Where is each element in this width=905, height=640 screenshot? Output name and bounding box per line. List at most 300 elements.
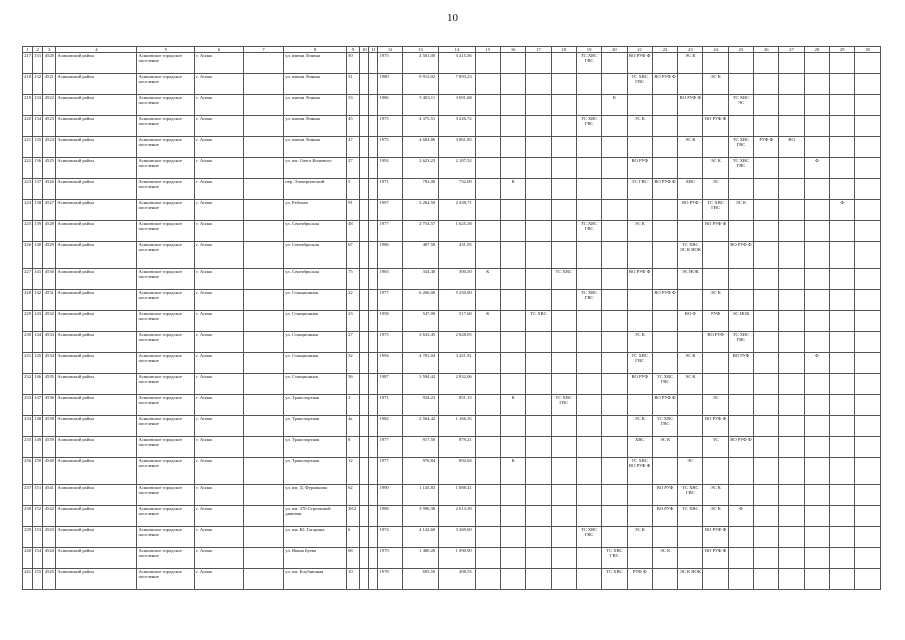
table-cell <box>243 416 284 437</box>
table-cell: г. Асино <box>195 116 244 137</box>
table-cell <box>526 527 551 548</box>
table-cell <box>703 269 728 290</box>
table-cell: 234 <box>23 416 33 437</box>
table-cell: Асиновский район <box>56 137 137 158</box>
table-cell: Ф <box>830 200 855 221</box>
table-cell <box>728 527 753 548</box>
table-cell <box>475 527 500 548</box>
table-cell: 38/2 <box>347 506 360 527</box>
table-cell <box>830 458 855 485</box>
table-cell: ТС ХВС ГВС <box>602 548 627 569</box>
table-cell: 3 421,91 <box>439 353 475 374</box>
table-cell <box>475 569 500 590</box>
table-cell <box>475 437 500 458</box>
table-cell <box>703 137 728 158</box>
table-cell: ЭС К <box>703 290 728 311</box>
table-cell <box>855 221 881 242</box>
table-cell <box>551 137 576 158</box>
table-cell <box>500 548 525 569</box>
table-cell <box>678 527 703 548</box>
table-cell: 138 <box>33 200 43 221</box>
table-cell: 2 628,05 <box>439 332 475 353</box>
column-number: 5 <box>137 47 195 53</box>
table-cell <box>602 242 627 269</box>
table-cell <box>779 221 804 242</box>
table-cell <box>830 374 855 395</box>
table-cell <box>369 53 378 74</box>
table-cell: 8 <box>347 437 360 458</box>
table-cell <box>243 95 284 116</box>
table-cell: ЭС К <box>728 200 753 221</box>
table-cell <box>855 416 881 437</box>
table-cell <box>754 74 779 95</box>
table-cell <box>754 53 779 74</box>
table-cell <box>703 53 728 74</box>
table-cell: 224 <box>23 200 33 221</box>
table-cell <box>830 311 855 332</box>
table-row <box>23 74 881 95</box>
table-cell: ЭС К <box>627 332 652 353</box>
table-cell <box>728 221 753 242</box>
table-cell: 3 415,56 <box>439 53 475 74</box>
table-cell <box>551 74 576 95</box>
table-cell <box>652 353 677 374</box>
table-cell <box>360 200 369 221</box>
table-cell <box>576 137 601 158</box>
table-cell <box>804 458 829 485</box>
table-cell <box>754 458 779 485</box>
table-cell <box>779 569 804 590</box>
table-cell <box>779 242 804 269</box>
table-cell <box>678 116 703 137</box>
table-cell <box>243 506 284 527</box>
table-cell: ВО РУФ Ф <box>652 395 677 416</box>
table-cell: ТС ГВС <box>627 179 652 200</box>
table-cell <box>804 242 829 269</box>
table-cell <box>360 290 369 311</box>
table-cell <box>500 485 525 506</box>
table-cell <box>779 527 804 548</box>
table-row <box>23 137 881 158</box>
table-cell: г. Асино <box>195 458 244 485</box>
table-cell: г. Асино <box>195 395 244 416</box>
table-cell: ЭС К <box>678 53 703 74</box>
table-cell: г. Асино <box>195 221 244 242</box>
table-cell: К <box>500 179 525 200</box>
table-cell <box>728 548 753 569</box>
table-cell: 6 <box>347 527 360 548</box>
table-cell: ул. Сентябрьская <box>284 242 347 269</box>
table-cell <box>243 311 284 332</box>
table-cell <box>830 506 855 527</box>
table-cell: ЭС К <box>652 548 677 569</box>
table-cell: Асиновское городское поселение <box>137 353 195 374</box>
table-cell <box>526 569 551 590</box>
table-cell <box>243 485 284 506</box>
column-number: 23 <box>678 47 703 53</box>
table-cell <box>830 569 855 590</box>
table-cell <box>602 116 627 137</box>
table-cell: 976,84 <box>402 458 438 485</box>
table-cell: ЭС <box>678 458 703 485</box>
table-cell: ул. Рабочая <box>284 200 347 221</box>
table-cell: 236 <box>23 458 33 485</box>
table-cell <box>754 221 779 242</box>
table-cell <box>602 527 627 548</box>
table-cell <box>360 116 369 137</box>
table-cell <box>830 527 855 548</box>
table-row <box>23 200 881 221</box>
table-cell: ТС ХВС <box>551 269 576 290</box>
table-cell: Асиновское городское поселение <box>137 395 195 416</box>
table-cell <box>804 116 829 137</box>
table-cell <box>243 395 284 416</box>
table-cell <box>500 269 525 290</box>
table-cell <box>779 485 804 506</box>
table-cell: Асиновский район <box>56 437 137 458</box>
table-cell: Асиновское городское поселение <box>137 458 195 485</box>
table-cell: Асиновское городское поселение <box>137 527 195 548</box>
table-cell: Асиновское городское поселение <box>137 116 195 137</box>
table-cell: К <box>500 458 525 485</box>
table-cell: 137 <box>33 179 43 200</box>
table-cell: 221 <box>23 137 33 158</box>
table-cell: ул. имени Ленина <box>284 137 347 158</box>
column-number: 10 <box>360 47 369 53</box>
table-row <box>23 53 881 74</box>
table-cell <box>360 158 369 179</box>
table-cell: 4 375,51 <box>402 116 438 137</box>
column-number: 21 <box>627 47 652 53</box>
table-cell: г. Асино <box>195 569 244 590</box>
table-cell <box>754 269 779 290</box>
table-cell <box>360 353 369 374</box>
page-number: 10 <box>447 12 458 24</box>
table-cell <box>475 74 500 95</box>
table-cell: 1 090,90 <box>439 548 475 569</box>
table-cell: 2 754,57 <box>402 221 438 242</box>
table-cell: 892,04 <box>439 458 475 485</box>
table-cell: 4 604,86 <box>402 137 438 158</box>
table-cell <box>360 395 369 416</box>
table-row <box>23 242 881 269</box>
table-cell <box>804 269 829 290</box>
table-cell <box>243 527 284 548</box>
table-cell <box>551 353 576 374</box>
table-cell <box>500 311 525 332</box>
table-cell: 1971 <box>378 395 402 416</box>
table-cell: 4 142,60 <box>402 527 438 548</box>
table-cell <box>243 290 284 311</box>
table-cell: 52 <box>347 353 360 374</box>
table-cell: ЭС К <box>678 137 703 158</box>
table-cell: 1990 <box>378 485 402 506</box>
table-cell: Асиновское городское поселение <box>137 158 195 179</box>
table-cell: ЭС К <box>652 437 677 458</box>
table-cell <box>703 374 728 395</box>
table-cell <box>576 416 601 437</box>
table-cell: ул. Сентябрьская <box>284 221 347 242</box>
table-cell <box>754 290 779 311</box>
table-cell: 235 <box>23 437 33 458</box>
table-cell: 498,55 <box>439 569 475 590</box>
table-cell: ВО РУФ Ф <box>627 53 652 74</box>
table-cell: 1992 <box>378 158 402 179</box>
table-cell <box>855 200 881 221</box>
table-cell <box>855 179 881 200</box>
table-cell: 4 781,04 <box>402 353 438 374</box>
table-cell: Асиновский район <box>56 53 137 74</box>
table-cell <box>652 137 677 158</box>
table-cell <box>369 458 378 485</box>
table-cell <box>551 332 576 353</box>
table-cell: Асиновский район <box>56 569 137 590</box>
table-cell: 4522 <box>43 95 56 116</box>
table-cell: 68 <box>347 548 360 569</box>
table-cell <box>703 95 728 116</box>
table-cell <box>855 158 881 179</box>
table-cell: ВО РУФ <box>627 158 652 179</box>
table-cell <box>576 311 601 332</box>
column-number: 18 <box>551 47 576 53</box>
table-cell <box>627 548 652 569</box>
table-cell <box>551 548 576 569</box>
table-cell: ТС ХВС ЭС К НОК <box>678 242 703 269</box>
table-cell: 917,50 <box>402 437 438 458</box>
table-cell: 4535 <box>43 374 56 395</box>
table-cell <box>627 242 652 269</box>
table-cell <box>576 437 601 458</box>
table-cell <box>602 332 627 353</box>
table-cell: ТС ХВС ГВС <box>728 332 753 353</box>
table-cell: Асиновское городское поселение <box>137 374 195 395</box>
table-cell <box>804 200 829 221</box>
table-cell <box>830 353 855 374</box>
table-cell <box>526 74 551 95</box>
table-cell <box>551 506 576 527</box>
table-cell <box>652 116 677 137</box>
table-cell <box>779 374 804 395</box>
table-cell: 1979 <box>378 548 402 569</box>
table-cell: 4544 <box>43 548 56 569</box>
table-cell: 1977 <box>378 437 402 458</box>
table-row <box>23 311 881 332</box>
table-cell <box>830 395 855 416</box>
table-cell: Асиновское городское поселение <box>137 485 195 506</box>
table-cell <box>602 221 627 242</box>
table-row <box>23 221 881 242</box>
table-cell: ВО РУФ <box>627 374 652 395</box>
table-row <box>23 395 881 416</box>
table-cell: 695,50 <box>402 569 438 590</box>
table-row <box>23 485 881 506</box>
table-cell <box>754 437 779 458</box>
table-cell: 143 <box>33 311 43 332</box>
table-cell <box>652 569 677 590</box>
table-cell: Асиновский район <box>56 158 137 179</box>
table-cell <box>526 95 551 116</box>
table-cell: ул. Ивана Буева <box>284 548 347 569</box>
table-cell <box>678 416 703 437</box>
table-cell: 4530 <box>43 269 56 290</box>
table-cell: 217 <box>23 53 33 74</box>
table-cell <box>652 458 677 485</box>
table-cell: 1982 <box>378 416 402 437</box>
table-cell <box>830 74 855 95</box>
table-cell <box>526 269 551 290</box>
table-cell: Асиновское городское поселение <box>137 548 195 569</box>
table-cell: 1975 <box>378 332 402 353</box>
table-cell: 23 <box>347 311 360 332</box>
table-cell <box>243 179 284 200</box>
table-cell <box>602 158 627 179</box>
table-cell <box>369 269 378 290</box>
table-cell <box>855 458 881 485</box>
table-cell <box>754 200 779 221</box>
table-cell <box>830 116 855 137</box>
table-cell <box>779 458 804 485</box>
table-cell: 139 <box>33 221 43 242</box>
table-cell <box>652 95 677 116</box>
table-cell: 148 <box>33 416 43 437</box>
table-cell: 879,21 <box>439 437 475 458</box>
table-cell: ТС ХВС ГВС <box>652 416 677 437</box>
table-cell <box>830 158 855 179</box>
table-cell <box>500 437 525 458</box>
table-cell <box>830 137 855 158</box>
table-cell <box>728 290 753 311</box>
table-cell: Асиновское городское поселение <box>137 437 195 458</box>
table-cell <box>678 332 703 353</box>
table-cell: 27 <box>347 332 360 353</box>
table-cell: 219 <box>23 95 33 116</box>
table-cell: ВО РУФ Ф <box>703 116 728 137</box>
column-number: 11 <box>369 47 378 53</box>
table-cell: 4540 <box>43 458 56 485</box>
table-cell: ЭС <box>703 395 728 416</box>
table-cell: ул. им. Ю. Гагарина <box>284 527 347 548</box>
table-cell: ВО РУФ Ф <box>627 269 652 290</box>
table-cell <box>360 458 369 485</box>
table-cell <box>602 179 627 200</box>
table-cell <box>360 374 369 395</box>
table-cell <box>728 395 753 416</box>
table-cell: 4524 <box>43 137 56 158</box>
table-cell <box>804 221 829 242</box>
table-cell: Асиновское городское поселение <box>137 95 195 116</box>
table-cell <box>754 527 779 548</box>
table-cell: 431,95 <box>439 242 475 269</box>
column-number: 30 <box>855 47 881 53</box>
table-cell <box>804 437 829 458</box>
table-cell: Асиновский район <box>56 74 137 95</box>
table-cell: ЭС К <box>627 221 652 242</box>
table-cell: ЭС НОК <box>678 269 703 290</box>
table-cell <box>830 332 855 353</box>
table-cell <box>703 569 728 590</box>
table-cell: 517,60 <box>439 311 475 332</box>
table-cell <box>804 548 829 569</box>
table-cell <box>728 569 753 590</box>
table-cell: 4539 <box>43 437 56 458</box>
table-cell <box>475 137 500 158</box>
table-cell: 131 <box>33 53 43 74</box>
table-cell: Асиновское городское поселение <box>137 311 195 332</box>
table-cell: ул. Транспортная <box>284 395 347 416</box>
table-cell: ТС ХВС <box>678 506 703 527</box>
table-cell <box>500 137 525 158</box>
table-cell: ВО РУФ <box>652 485 677 506</box>
table-cell <box>500 374 525 395</box>
table-cell: Асиновский район <box>56 242 137 269</box>
table-cell <box>526 458 551 485</box>
table-cell <box>855 506 881 527</box>
table-row <box>23 269 881 290</box>
table-cell <box>369 548 378 569</box>
table-cell <box>830 221 855 242</box>
table-cell <box>526 200 551 221</box>
table-cell: 133 <box>33 95 43 116</box>
column-number: 17 <box>526 47 551 53</box>
table-cell <box>754 242 779 269</box>
table-cell: 1975 <box>378 116 402 137</box>
table-cell: 153 <box>33 527 43 548</box>
table-cell: ЭС К <box>627 416 652 437</box>
table-cell: ВО РУФ Ф <box>703 527 728 548</box>
table-cell: ЭС К <box>678 374 703 395</box>
table-cell: 238 <box>23 506 33 527</box>
table-cell <box>804 95 829 116</box>
table-cell <box>360 437 369 458</box>
column-number: 16 <box>500 47 525 53</box>
table-cell <box>779 290 804 311</box>
table-cell <box>804 332 829 353</box>
table-cell <box>360 569 369 590</box>
table-row <box>23 374 881 395</box>
table-cell <box>678 548 703 569</box>
table-cell: 4529 <box>43 242 56 269</box>
table-cell <box>855 353 881 374</box>
table-cell: 300,50 <box>439 269 475 290</box>
table-cell <box>678 221 703 242</box>
table-cell: 1980 <box>378 74 402 95</box>
table-cell: 334,40 <box>402 269 438 290</box>
table-cell: 2 013,39 <box>439 506 475 527</box>
table-cell: 62 <box>347 485 360 506</box>
table-cell <box>804 416 829 437</box>
table-cell <box>526 548 551 569</box>
table-cell: г. Асино <box>195 374 244 395</box>
table-cell: 1997 <box>378 200 402 221</box>
table-cell: ТС ХВС ГВС <box>627 353 652 374</box>
table-cell <box>855 95 881 116</box>
table-cell <box>830 485 855 506</box>
table-cell <box>678 158 703 179</box>
table-cell <box>627 506 652 527</box>
table-cell: РУФ Ф <box>627 569 652 590</box>
table-cell: 1 145,83 <box>402 485 438 506</box>
table-cell: 222 <box>23 158 33 179</box>
table-cell <box>551 569 576 590</box>
table-cell <box>243 221 284 242</box>
table-cell: 144 <box>33 332 43 353</box>
table-cell: Асиновский район <box>56 506 137 527</box>
table-cell <box>369 74 378 95</box>
table-cell: 4536 <box>43 395 56 416</box>
table-cell <box>830 290 855 311</box>
table-cell: г. Асино <box>195 200 244 221</box>
table-cell: 1971 <box>378 179 402 200</box>
